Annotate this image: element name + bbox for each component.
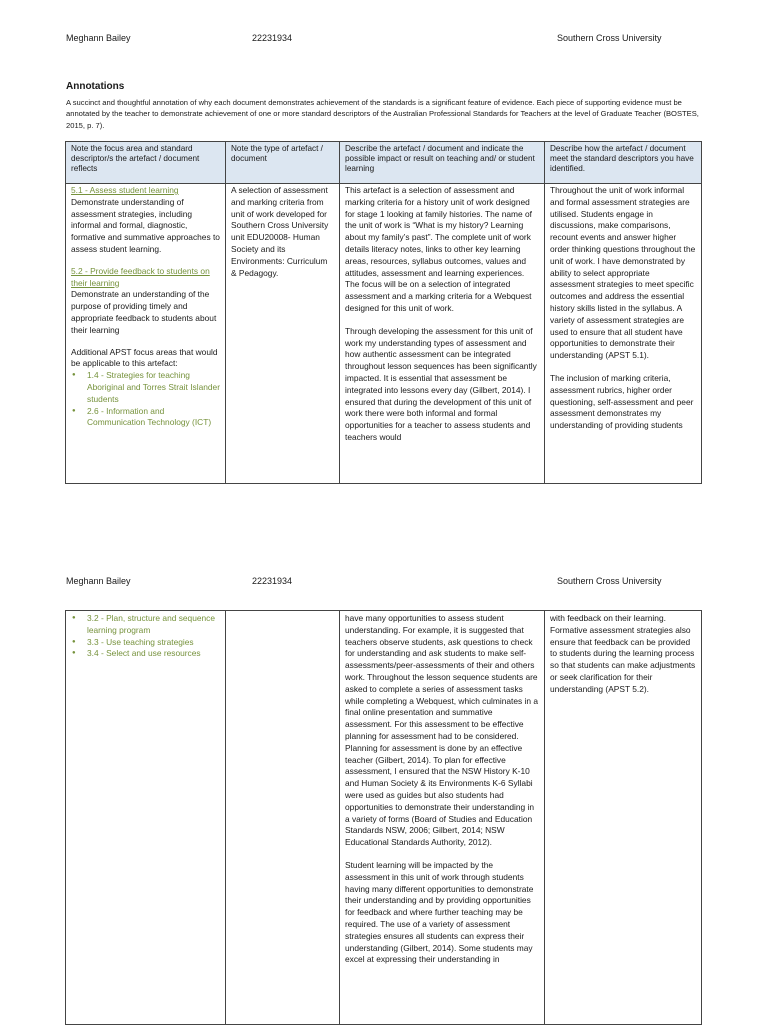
additional-apst-intro: Additional APST focus areas that would be applicable to this artefact: bbox=[71, 346, 218, 369]
annotations-table bbox=[65, 141, 702, 484]
table-row bbox=[66, 611, 702, 1025]
focus-area-cell bbox=[66, 184, 226, 484]
list-item: ● 3.3 - Use teaching strategies bbox=[71, 637, 220, 649]
focus-area-cell bbox=[66, 611, 226, 1025]
standard-5-2-description: Demonstrate an understanding of the purpose of providing timely and appropriate feedback to students about their learning bbox=[71, 289, 217, 335]
standards-paragraph: Throughout the unit of work informal and formal assessment strategies are utilised. Students engage in discussions, make comparisons, recount events and answer higher order thinking questions throughout the unit of work. I have demonstrated by ability to select appropriate assessment strategies to meet specific outcomes and address the essential history skills listed in the syllabus. A variety of assessment strategies are used to ensure that all student have opportunities to demonstrate their understanding (APST 5.1). bbox=[550, 185, 696, 361]
meet-standards-cell bbox=[545, 184, 702, 484]
university-name: Southern Cross University bbox=[557, 576, 662, 586]
student-number: 22231934 bbox=[252, 33, 293, 43]
author-name: Meghann Bailey bbox=[66, 33, 131, 43]
table-row bbox=[66, 184, 702, 484]
artefact-type-text: A selection of assessment and marking criteria from unit of work developed for Southern Cross University unit EDU20008- Human Society and its Environments: Curriculum & Pedagogy. bbox=[231, 185, 329, 278]
additional-apst-list bbox=[71, 370, 220, 429]
description-paragraph: have many opportunities to assess student understanding. For example, it is suggested that teachers observe students, ask questions to check for understanding and ask students to make self-assessments/peer-assessments of their and others work. Throughout the lesson sequence students are asked to complete a series of assessment tasks while completing a Webquest, which culminates in a final online presentation and summative assessment. For this assessment to be effective planning for assessment had to be considered. Planning for assessment is done by an effective teacher (Gilbert, 2014). To plan for effective assessment, I ensured that the NSW History K-10 and Human Society & its Environments K-6 Syllabi were used as guides but also students had opportunities to demonstrate their understanding in a variety of forms (Board of Studies and Education Standards NSW, 2006; Gilbert, 2014; NSW Educational Standards Authority, 2012). bbox=[345, 613, 539, 848]
list-item: ● 2.6 - Information and Communication Technology (ICT) bbox=[71, 406, 220, 430]
list-item: ● 1.4 - Strategies for teaching Aboriginal and Torres Strait Islander students bbox=[71, 370, 220, 405]
standard-5-2-link[interactable]: 5.2 - Provide feedback to students on their learning bbox=[71, 265, 210, 288]
describe-artefact-cell bbox=[340, 611, 545, 1025]
table-header-row bbox=[66, 142, 702, 184]
description-paragraph: Through developing the assessment for this unit of work my understanding types of assessment and how authentic assessment can be integrated throughout lesson sequences has been significantly impacted. It is essential that assessment be integrated into lessons every day (Gilbert, 2014). I ensured that during the development of this unit of work there were both informal and formal opportunities for a teacher to assess students and teachers would bbox=[345, 325, 537, 442]
header-describe-artefact: Describe the artefact / document and indicate the possible impact or result on teaching and/ or student learning bbox=[340, 142, 545, 184]
describe-artefact-cell bbox=[340, 184, 545, 484]
artefact-type-cell bbox=[226, 184, 340, 484]
header-focus-area: Note the focus area and standard descriptor/s the artefact / document reflects bbox=[66, 142, 226, 184]
page-header-2 bbox=[0, 576, 768, 590]
artefact-type-cell bbox=[226, 611, 340, 1025]
meet-standards-cell bbox=[545, 611, 702, 1025]
annotations-table-continued bbox=[65, 610, 702, 1025]
header-meet-standards: Describe how the artefact / document meet the standard descriptors you have identified. bbox=[545, 142, 702, 184]
university-name: Southern Cross University bbox=[557, 33, 662, 43]
description-paragraph: Student learning will be impacted by the assessment in this unit of work through students having many different opportunities to demonstrate their understanding and by providing opportunities for feedback and where further teaching may be required. The use of a variety of assessment strategies ensures all students can express their understanding (Gilbert, 2014). Some students may excel at expressing their understanding in bbox=[345, 859, 534, 965]
additional-apst-list bbox=[71, 613, 220, 660]
page-header bbox=[0, 33, 768, 47]
student-number: 22231934 bbox=[252, 576, 293, 586]
author-name: Meghann Bailey bbox=[66, 576, 131, 586]
standards-paragraph: with feedback on their learning. Formative assessment strategies also ensure that feedback can be provided to students during the learning process so that students can make adjustments or seek clarification for their understanding (APST 5.2). bbox=[550, 613, 696, 694]
description-paragraph: This artefact is a selection of assessment and marking criteria for a history unit of work designed for stage 1 looking at family histories. The name of the unit of work is “What is my history? Learning about my family’s past”. The complete unit of work details literacy notes, links to other key learning areas, resources, syllabus outcomes, values and attitudes, assessment and learning experiences. The focus will be on a selection of integrated assessment and a marking criteria for a Webquest designed for this unit of work. bbox=[345, 185, 532, 313]
intro-paragraph: A succinct and thoughtful annotation of why each document demonstrates achievement of the standards is a significant feature of evidence. Each piece of supporting evidence must be annotated by the teacher to demonstrate achievement of one or more standard descriptors of the Australian Professional Standards for Teachers at the level of Graduate Teacher (BOSTES, 2015, p. 7). bbox=[66, 98, 699, 130]
standards-paragraph: The inclusion of marking criteria, assessment rubrics, higher order questioning, self-assessment and peer assessment demonstrates my understanding of providing students bbox=[550, 372, 694, 431]
header-artefact-type: Note the type of artefact / document bbox=[226, 142, 340, 184]
section-title: Annotations bbox=[66, 81, 125, 92]
standard-5-1-description: Demonstrate understanding of assessment strategies, including informal and formal, diagnostic, formative and summative approaches to assess student learning. bbox=[71, 196, 220, 254]
standard-5-1-link[interactable]: 5.1 - Assess student learning bbox=[71, 185, 179, 195]
list-item: ● 3.4 - Select and use resources bbox=[71, 648, 220, 660]
list-item: ● 3.2 - Plan, structure and sequence learning program bbox=[71, 613, 220, 637]
